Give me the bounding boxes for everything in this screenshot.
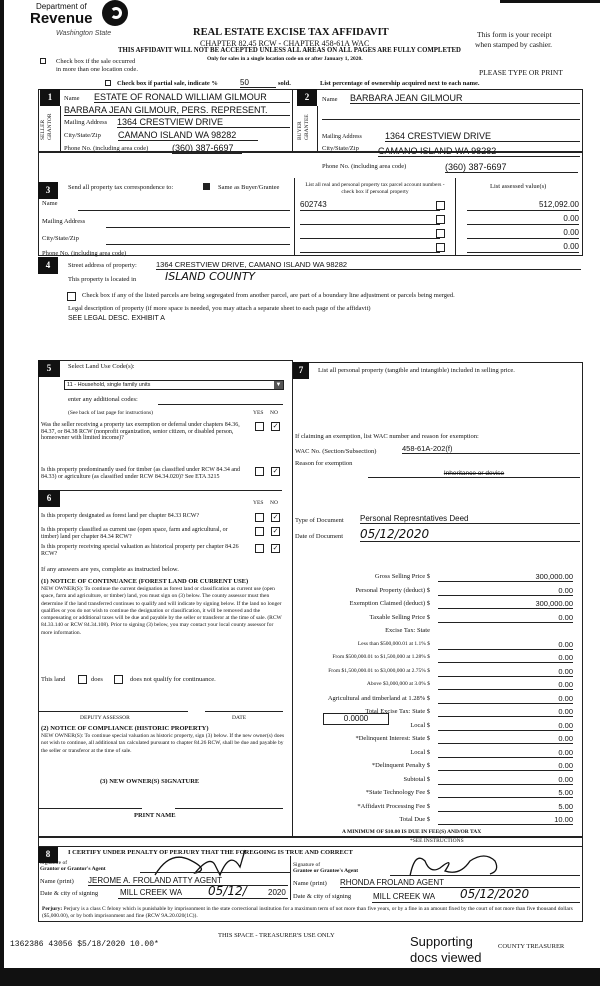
no-checkbox[interactable]: ✓ — [272, 513, 279, 521]
please-type: PLEASE TYPE OR PRINT — [479, 68, 563, 77]
scan-edge-top — [500, 0, 600, 3]
seller-name-field[interactable]: ESTATE OF RONALD WILLIAM GILMOUR — [94, 92, 290, 103]
treasurer-space-label: THIS SPACE - TREASURER'S USE ONLY — [218, 932, 335, 939]
scan-edge-bottom — [0, 968, 600, 986]
receipt-note-2: when stamped by cashier. — [475, 40, 553, 49]
doc-date-field[interactable]: 05/12/2020 — [360, 527, 580, 542]
deputy-assessor-line[interactable] — [38, 711, 188, 712]
sold-label: sold. — [278, 80, 291, 87]
seller-grantor-label: SELLER GRANTOR — [40, 113, 53, 140]
tax-row-value[interactable]: 0.00 — [438, 613, 573, 623]
section-7-badge: 7 — [293, 362, 309, 379]
sec3-city-line[interactable] — [106, 244, 290, 245]
no-checkbox[interactable]: ✓ — [272, 527, 279, 535]
seller-name2-field[interactable]: BARBARA JEAN GILMOUR, PERS. REPRESENT. — [64, 105, 290, 116]
grantee-date-field[interactable]: 05/12/2020 — [460, 887, 530, 901]
grantor-date-field[interactable]: 05/12/ — [208, 884, 247, 898]
grantor-date-label: Date & city of signing — [40, 890, 99, 897]
multi-location-label-2: in more than one location code. — [56, 66, 138, 73]
additional-codes-field[interactable] — [158, 404, 283, 405]
tax-row-label: Above $3,000,000 at 3.0% $ — [366, 681, 430, 687]
yes-checkbox[interactable] — [255, 422, 264, 431]
print-name-label: PRINT NAME — [134, 812, 176, 819]
this-land-label: This land — [41, 676, 66, 683]
located-in-field[interactable]: ISLAND COUNTY — [165, 270, 256, 283]
question-text: Is this property predominantly used for timber (as classified under RCW 84.34 and 84.33) or agriculture (as classified under RCW 84.34.020)? See ETA 3215 — [41, 467, 241, 480]
logo-dept: Department of — [36, 2, 87, 11]
tax-row-label: Gross Selling Price $ — [374, 573, 430, 580]
seller-city-field[interactable]: CAMANO ISLAND WA 98282 — [118, 130, 258, 141]
tax-row-value[interactable]: 0.00 — [438, 721, 573, 731]
section-6-badge: 6 — [38, 490, 60, 507]
does-not-label: does not qualify for continuance. — [130, 676, 216, 683]
divider — [60, 490, 282, 491]
does-checkbox[interactable] — [78, 675, 87, 684]
section-1-badge: 1 — [40, 89, 60, 106]
land-use-value: 11 - Household, single family units — [67, 382, 151, 388]
yes-checkbox[interactable] — [255, 513, 264, 522]
parcel-number-field[interactable]: 602743 — [300, 200, 440, 211]
divider — [292, 89, 293, 152]
grantor-name-field[interactable]: JEROME A. FROLAND ATTY AGENT — [88, 876, 288, 886]
buyer-name-field[interactable]: BARBARA JEAN GILMOUR — [350, 93, 580, 104]
tax-row-label: Local $ — [410, 748, 430, 756]
tax-row-label: Excise Tax: State — [385, 627, 430, 634]
dor-logo-icon — [102, 0, 128, 26]
cashier-receipt-stamp: 1362386 43056 $5/18/2020 10.00* — [10, 940, 159, 949]
doc-date-label: Date of Document — [295, 533, 344, 540]
additional-codes-label: enter any additional codes: — [68, 396, 138, 403]
buyer-mail-label: Mailing Address — [322, 134, 362, 140]
personal-property-checkbox[interactable] — [436, 243, 445, 252]
assessed-value-header: List assessed value(s) — [490, 183, 547, 190]
legal-desc-field[interactable]: SEE LEGAL DESC. EXHIBIT A — [68, 315, 165, 322]
tax-row-label: Exemption Claimed (deduct) $ — [349, 600, 430, 607]
tax-row-value[interactable]: 0.00 — [438, 707, 573, 717]
assessed-value-field[interactable]: 0.00 — [467, 228, 579, 239]
grantor-name-label: Name (print) — [40, 878, 74, 885]
tax-row-value[interactable]: 0.00 — [438, 586, 573, 596]
seller-mail-field[interactable]: 1364 CRESTVIEW DRIVE — [117, 117, 290, 128]
grantor-sig-label-1: Signature of — [40, 860, 68, 866]
tax-row-value[interactable]: 0.00 — [438, 667, 573, 677]
date-label: DATE — [232, 715, 247, 721]
certify-statement: I CERTIFY UNDER PENALTY OF PERJURY THAT THE FOREGOING IS TRUE AND CORRECT — [68, 849, 353, 856]
same-as-buyer-label: Same as Buyer/Grantee — [218, 184, 280, 191]
no-header: NO — [270, 500, 278, 506]
wac-field[interactable]: 458-61A-202(f) — [402, 444, 580, 454]
buyer-phone-label: Phone No. (including area code) — [322, 163, 407, 170]
grantee-sig-label-2: Grantee or Grantee's Agent — [293, 868, 359, 874]
tax-row-value[interactable]: 10.00 — [438, 815, 573, 825]
parcel-number-field[interactable] — [300, 214, 440, 225]
seller-mail-label: Mailing Address — [64, 119, 108, 126]
tax-row-label: *Delinquent Penalty $ — [371, 762, 430, 769]
assessed-value-field[interactable]: 0.00 — [467, 242, 579, 253]
tax-row-value[interactable]: 0.00 — [438, 775, 573, 785]
see-back-note: (See back of last page for instructions) — [68, 410, 153, 416]
tax-row-label: From $1,500,000.01 to $3,000,000 at 2.75% $ — [328, 667, 430, 674]
county-treasurer-label: COUNTY TREASURER — [498, 943, 565, 950]
local-rate-box[interactable]: 0.0000 — [323, 713, 389, 725]
yes-header: YES — [253, 500, 264, 506]
form-warning: THIS AFFIDAVIT WILL NOT BE ACCEPTED UNLESS ALL AREAS ON ALL PAGES ARE FULLY COMPLETED — [118, 47, 461, 54]
personal-property-checkbox[interactable] — [436, 215, 445, 224]
seller-name-label: Name — [64, 95, 80, 102]
sec3-city-label: City/State/Zip — [42, 235, 79, 242]
wac-label: WAC No. (Section/Subsection) — [295, 448, 377, 455]
divider — [455, 178, 456, 256]
segregate-checkbox[interactable] — [67, 292, 76, 301]
tax-row-value[interactable]: 0.00 — [438, 640, 573, 650]
tax-row-value[interactable]: 0.00 — [438, 748, 573, 758]
minimum-due-note: A MINIMUM OF $10.00 IS DUE IN FEE(S) AND/OR TAX — [342, 829, 482, 835]
form-only-note: Only for sales in a single location code on or after January 1, 2020. — [207, 56, 363, 62]
assessed-value-field[interactable]: 512,092.00 — [467, 200, 579, 211]
section-3-badge: 3 — [38, 182, 58, 199]
send-correspondence-label: Send all property tax correspondence to: — [68, 184, 174, 191]
tax-row-value[interactable]: 0.00 — [438, 734, 573, 744]
divider — [290, 856, 291, 900]
date-line[interactable] — [205, 711, 283, 712]
tax-row-label: Less than $500,000.01 at 1.1% $ — [357, 640, 430, 647]
sec3-phone-label: Phone No. (including area code) — [42, 250, 127, 257]
grantee-date-line — [372, 902, 580, 903]
notice-compliance-title: (2) NOTICE OF COMPLIANCE (HISTORIC PROPERTY) — [41, 725, 209, 732]
grantee-date-label: Date & city of signing — [293, 893, 352, 900]
tax-row-label: Local $ — [410, 721, 430, 729]
new-owner-signature-line[interactable] — [38, 808, 142, 809]
assessed-value-field[interactable]: 0.00 — [467, 214, 579, 225]
grantor-year-field[interactable]: 2020 — [268, 888, 286, 897]
supporting-docs-stamp-1: Supporting — [410, 934, 473, 949]
tax-row-value[interactable]: 0.00 — [438, 653, 573, 663]
perjury-label: Perjury: — [42, 906, 63, 912]
located-in-label: This property is located in — [68, 276, 137, 283]
parcel-number-field[interactable] — [300, 242, 440, 253]
buyer-mail-field[interactable]: 1364 CRESTVIEW DRIVE — [385, 131, 580, 142]
seller-phone-label: Phone No. (including area code) — [64, 145, 149, 152]
seller-city-label: City/State/Zip — [64, 132, 101, 139]
doc-type-field[interactable]: Personal Represntatives Deed — [360, 514, 580, 524]
perjury-notice — [40, 906, 580, 920]
buyer-grantee-label: BUYER GRANTEE — [297, 114, 310, 140]
street-address-field[interactable]: 1364 CRESTVIEW DRIVE, CAMANO ISLAND WA 98282 — [156, 260, 581, 270]
form-title: REAL ESTATE EXCISE TAX AFFIDAVIT — [193, 27, 389, 38]
question-text: Is this property designated as forest land per chapter 84.33 RCW? — [41, 513, 200, 519]
doc-type-label: Type of Document — [295, 517, 344, 524]
personal-property-checkbox[interactable] — [436, 229, 445, 238]
tax-row-label: *Affidavit Processing Fee $ — [357, 802, 430, 810]
grantee-sig-label-1: Signature of — [293, 862, 321, 868]
partial-sale-checkbox[interactable] — [105, 80, 111, 86]
multi-location-checkbox[interactable] — [40, 58, 46, 64]
tax-row-value[interactable]: 0.00 — [438, 761, 573, 771]
form-chapter: CHAPTER 82.45 RCW - CHAPTER 458-61A WAC — [200, 39, 370, 48]
does-label: does — [91, 676, 103, 683]
legal-desc-label: Legal description of property (if more space is needed, you may attach a separate sheet to each page of the affidavit) — [68, 305, 371, 312]
if-yes-note: If any answers are yes, complete as instructed below. — [41, 566, 179, 573]
chevron-down-icon[interactable]: ▼ — [275, 382, 282, 388]
notice-compliance-text: NEW OWNER(S): To continue special valuation as historic property, sign (3) below. If the new owner(s) does not wish to continue, all additional tax calculated pursuant to chapter 84.26 RCW, shall be due and payable by the seller or transferor at the time of sale. — [41, 733, 285, 754]
divider — [294, 178, 295, 256]
no-checkbox[interactable]: ✓ — [272, 544, 279, 552]
tax-row-value[interactable]: 0.00 — [438, 694, 573, 704]
tax-row-label: Subtotal $ — [403, 775, 430, 783]
notice-continuance-title: (1) NOTICE OF CONTINUANCE (FOREST LAND OR CURRENT USE) — [41, 578, 249, 585]
grantor-city-field[interactable]: MILL CREEK WA — [120, 888, 183, 897]
tax-row-label: Agricultural and timberland at 1.28% $ — [327, 694, 430, 702]
tax-row-label: Personal Property (deduct) $ — [355, 586, 430, 594]
grantee-city-field[interactable]: MILL CREEK WA — [373, 892, 436, 901]
see-instructions: *SEE INSTRUCTIONS — [410, 838, 464, 844]
parcel-header: List all real and personal property tax parcel account numbers - check box if personal property — [305, 182, 445, 195]
segregate-label: Check box if any of the listed parcels are being segregated from another parcel, are part of a boundary line adjustment or parcels being merged. — [82, 292, 455, 299]
logo-revenue: Revenue — [30, 10, 93, 27]
sec3-name-line[interactable] — [78, 210, 290, 211]
buyer-city-field[interactable]: CAMANO ISLAND WA 98282 — [378, 146, 580, 157]
parcel-number-field[interactable] — [300, 228, 440, 239]
grantee-signature[interactable] — [400, 846, 510, 882]
grantor-date-line — [118, 898, 288, 899]
no-header: NO — [270, 410, 278, 416]
divider — [60, 106, 61, 152]
personal-property-checkbox[interactable] — [436, 201, 445, 210]
question-text: Was the seller receiving a property tax exemption or deferral under chapters 84.36, 84.37, or 84.38 RCW (nonprofit organization, senior citizen, or disabled person, homeowner with limited income)? — [41, 422, 240, 441]
question-text: Is this property receiving special valuation as historical property per chapter 84.26 RCW? — [41, 544, 239, 557]
tax-row-label: Taxable Selling Price $ — [369, 613, 430, 621]
sec3-mail-line[interactable] — [106, 227, 290, 228]
sec3-name-label: Name — [42, 200, 58, 207]
tax-row-label: *Delinquent Interest: State $ — [355, 735, 430, 742]
personal-property-label: List all personal property (tangible and intangible) included in selling price. — [318, 367, 515, 374]
new-owner-signature-title: (3) NEW OWNER(S) SIGNATURE — [100, 778, 200, 785]
grantor-sig-line — [140, 872, 290, 873]
sec3-mail-label: Mailing Address — [42, 218, 86, 225]
receipt-note-1: This form is your receipt — [477, 30, 552, 39]
grantee-name-label: Name (print) — [293, 880, 327, 887]
buyer-name2-line — [322, 119, 580, 120]
section-4-badge: 4 — [38, 257, 58, 274]
scan-edge-left — [0, 0, 4, 986]
supporting-docs-stamp-2: docs viewed — [410, 950, 482, 965]
seller-phone-field[interactable]: (360) 387-6697 — [172, 143, 242, 154]
tax-row-value[interactable]: 300,000.00 — [438, 572, 573, 582]
tax-row-label: Total Excise Tax: State $ — [365, 708, 430, 715]
tax-row-value[interactable]: 5.00 — [438, 802, 573, 812]
buyer-name-label: Name — [322, 96, 338, 103]
does-not-checkbox[interactable] — [114, 675, 123, 684]
buyer-city-label: City/State/Zip — [322, 145, 359, 152]
grantee-name-field[interactable]: RHONDA FROLAND AGENT — [340, 878, 580, 888]
land-use-label: Select Land Use Code(s): — [68, 363, 135, 370]
no-checkbox[interactable]: ✓ — [272, 422, 279, 430]
section-5-badge: 5 — [38, 360, 60, 377]
multi-location-label-1: Check box if the sale occurred — [56, 58, 136, 65]
new-owner-signature-line-2[interactable] — [175, 808, 283, 809]
grantor-sig-label-2: Grantor or Grantor's Agent — [40, 866, 106, 872]
perjury-text: Perjury is a class C felony which is punishable by imprisonment in the state correctional institution for a maximum term of not more than five years, or by a fine in an amount fixed by the court of not more than five thousand dollars ($5,000.00), or by both imprisonment and fine (RCW 9A.20.020(1C)). — [42, 906, 573, 919]
land-use-select[interactable] — [64, 380, 284, 390]
tax-row-label: From $500,000.01 to $1,500,000 at 1.28% $ — [332, 654, 430, 660]
section-8-badge: 8 — [38, 846, 58, 863]
buyer-phone-field[interactable]: (360) 387-6697 — [445, 162, 578, 173]
no-checkbox[interactable]: ✓ — [272, 467, 279, 475]
street-address-label: Street address of property: — [68, 262, 137, 269]
notice-continuance-text: NEW OWNER(S): To continue the current designation as forest land or classification as current use (open space, farm and agriculture, or timber) land, you must sign on (3) below. The county assessor must then determine if the land transferred continues to qualify and will indicate by signing below. If the land no longer qualifies or you do not wish to continue the designation or classification, it will be removed and the compensating or additional taxes will be due and payable by the seller or transferor at the time of sale. (RCW 84.33.140 or RCW 84.34.108). Prior to signing (3) below, you may contact your local county assessor for more information. — [41, 586, 282, 636]
grantee-sig-line — [390, 875, 580, 876]
partial-sale-label: Check box if partial sale, indicate % — [117, 80, 218, 87]
partial-pct-field[interactable]: 50 — [240, 78, 276, 88]
reason-label: Reason for exemption — [295, 460, 353, 467]
reason-field[interactable]: Inheritance or devise — [368, 470, 580, 478]
deputy-assessor-label: DEPUTY ASSESSOR — [80, 715, 130, 721]
yes-header: YES — [253, 410, 264, 416]
yes-checkbox[interactable] — [255, 467, 264, 476]
section-2-badge: 2 — [297, 89, 317, 106]
yes-checkbox[interactable] — [255, 544, 264, 553]
logo-state: Washington State — [56, 30, 112, 37]
exemption-intro: If claiming an exemption, list WAC number and reason for exemption: — [295, 433, 479, 440]
tax-row-value[interactable]: 0.00 — [438, 680, 573, 690]
tax-row-label: Total Due $ — [399, 816, 430, 823]
divider — [317, 106, 318, 152]
question-text: Is this property classified as current use (open space, farm and agricultural, or timber) land per chapter 84.34 RCW? — [41, 527, 228, 540]
yes-checkbox[interactable] — [255, 527, 264, 536]
ownership-note: List percentage of ownership acquired next to each name. — [320, 80, 480, 87]
tax-row-label: *State Technology Fee $ — [365, 789, 430, 796]
same-as-buyer-checkbox[interactable] — [203, 183, 210, 190]
tax-row-value[interactable]: 5.00 — [438, 788, 573, 798]
tax-row-value[interactable]: 300,000.00 — [438, 599, 573, 609]
